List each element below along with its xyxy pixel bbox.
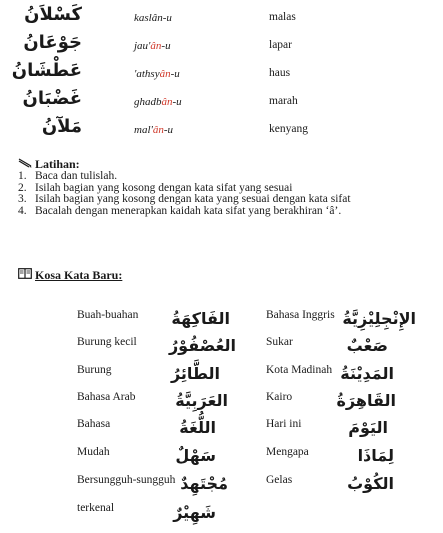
exercise-item: 4. Bacalah dengan menerapkan kaidah kata sifat yang berakhiran ‘â’. <box>18 204 342 217</box>
vocab-indonesian: Mudah <box>77 446 110 458</box>
vocab-arabic: العُصْفُوْرُ <box>168 336 236 355</box>
vocab-arabic: الفَاكِهَةُ <box>171 309 230 328</box>
vocab-indonesian: Sukar <box>266 336 293 348</box>
vocab-indonesian: Hari ini <box>266 418 302 430</box>
adjective-meaning: malas <box>269 11 296 23</box>
exercise-list <box>18 171 351 217</box>
vocab-arabic: القَاهِرَةُ <box>336 391 396 410</box>
exercise-item: 1. Baca dan tulislah. <box>18 170 118 182</box>
adjective-arabic: جَوْعَانُ <box>23 32 82 53</box>
vocab-indonesian: Burung kecil <box>77 336 137 348</box>
vocab-arabic: الطَّائِرُ <box>170 364 220 383</box>
adjective-transliteration: 'athsyân-u <box>134 68 180 80</box>
adjective-arabic: غَضْبَانُ <box>22 88 82 109</box>
adjective-meaning: kenyang <box>269 123 308 135</box>
vocab-indonesian: Burung <box>77 364 112 376</box>
vocab-arabic: مُجْتَهِدٌ <box>180 474 228 493</box>
adjective-transliteration: mal'ân-u <box>134 124 174 136</box>
vocab-arabic: العَرَبِيَّةُ <box>175 391 228 410</box>
vocab-arabic: صَعْبٌ <box>346 336 388 355</box>
adjective-transliteration: jau'ân-u <box>134 40 171 52</box>
vocab-indonesian: Bahasa Arab <box>77 391 136 403</box>
adjective-meaning: marah <box>269 95 298 107</box>
vocab-indonesian: Mengapa <box>266 446 309 458</box>
adjective-transliteration: ghadbân-u <box>134 96 182 108</box>
vocab-indonesian: Kota Madinah <box>266 364 333 376</box>
exercise-item: 3. Isilah bagian yang kosong dengan kata yang sesuai dengan kata sifat <box>18 193 351 205</box>
vocab-title: Kosa Kata Baru: <box>35 268 123 282</box>
adjective-meaning: lapar <box>269 39 292 51</box>
adjective-meaning: haus <box>269 67 291 79</box>
vocab-indonesian: Bersungguh-sungguh <box>77 474 176 486</box>
vocab-arabic: سَهْلٌ <box>175 446 216 465</box>
vocab-arabic: شَهِيْرٌ <box>173 503 216 522</box>
exercise-title: Latihan: <box>35 157 80 171</box>
vocab-indonesian: terkenal <box>77 502 115 514</box>
adjective-arabic: كَسْلاَنُ <box>24 4 82 25</box>
vocab-arabic: اللُّغَةُ <box>179 418 216 437</box>
vocab-indonesian: Bahasa <box>77 418 111 430</box>
adjective-arabic: مَلآنُ <box>41 116 82 137</box>
exercise-item: 2. Isilah bagian yang kosong dengan kata sifat yang sesuai <box>18 181 293 194</box>
vocab-heading <box>18 268 122 283</box>
adjective-arabic: عَطْشَانُ <box>11 60 82 81</box>
vocab-arabic: الإِنْجِلِيْزِيَّةُ <box>342 309 416 328</box>
vocab-indonesian: Buah-buahan <box>77 309 139 321</box>
vocab-indonesian: Gelas <box>266 474 293 486</box>
vocab-arabic: لِمَاذَا <box>357 446 394 465</box>
adjective-transliteration: kaslân-u <box>134 12 172 24</box>
vocab-indonesian: Bahasa Inggris <box>266 309 335 321</box>
vocab-arabic: اليَوْمَ <box>348 418 388 437</box>
book-icon <box>18 268 32 283</box>
vocab-arabic: الكُوْبُ <box>347 474 394 493</box>
vocab-indonesian: Kairo <box>266 391 293 403</box>
vocab-arabic: المَدِيْنَةُ <box>340 364 394 383</box>
